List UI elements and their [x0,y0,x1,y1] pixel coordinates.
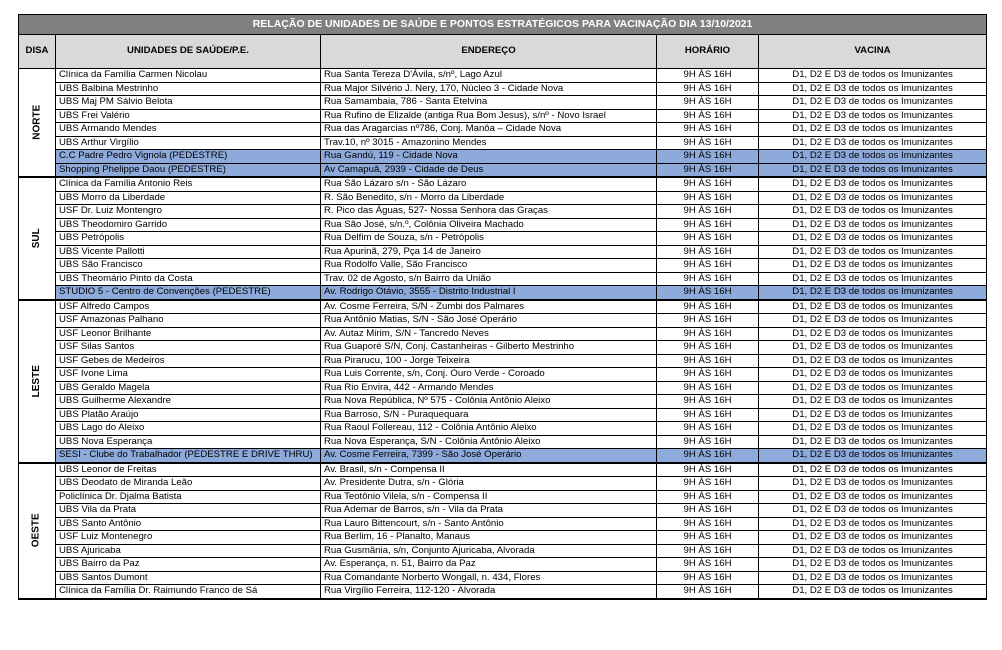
vaccine-cell: D1, D2 E D3 de todos os Imunizantes [759,585,987,599]
table-row [19,435,987,449]
hours-cell: 9H ÀS 16H [657,571,759,585]
unit-cell: UBS Petrópolis [56,232,321,246]
table-row [19,368,987,382]
table-row [19,449,987,463]
address-cell: Rua Teotônio Vilela, s/n - Compensa II [321,490,657,504]
vaccine-cell: D1, D2 E D3 de todos os Imunizantes [759,136,987,150]
hours-cell: 9H ÀS 16H [657,544,759,558]
address-cell: Trav.10, nº 3015 - Amazonino Mendes [321,136,657,150]
table-row [19,96,987,110]
hours-cell: 9H ÀS 16H [657,69,759,83]
hours-cell: 9H ÀS 16H [657,245,759,259]
address-cell: Rua Virgílio Ferreira, 112-120 - Alvorada [321,585,657,599]
address-cell: Rua Nova República, Nº 575 - Colônia Antônio Aleixo [321,395,657,409]
address-cell: Av. Cosme Ferreira, S/N - Zumbi dos Palmares [321,300,657,314]
address-cell: Rua Major Silvério J. Nery, 170, Núcleo 3 - Cidade Nova [321,82,657,96]
table-row [19,531,987,545]
unit-cell: UBS Arthur Virgílio [56,136,321,150]
unit-cell: C.C Padre Pedro Vignola (PEDESTRE) [56,150,321,164]
vaccine-cell: D1, D2 E D3 de todos os Imunizantes [759,408,987,422]
unit-cell: Clínica da Família Carmen Nicolau [56,69,321,83]
vaccine-cell: D1, D2 E D3 de todos os Imunizantes [759,368,987,382]
table-row [19,585,987,599]
hours-cell: 9H ÀS 16H [657,123,759,137]
address-cell: Rua Comandante Norberto Wongall, n. 434, Flores [321,571,657,585]
unit-cell: UBS Bairro da Paz [56,558,321,572]
vaccine-cell: D1, D2 E D3 de todos os Imunizantes [759,109,987,123]
vaccine-cell: D1, D2 E D3 de todos os Imunizantes [759,191,987,205]
vaccine-cell: D1, D2 E D3 de todos os Imunizantes [759,82,987,96]
unit-cell: UBS Balbina Mestrinho [56,82,321,96]
vaccine-cell: D1, D2 E D3 de todos os Imunizantes [759,245,987,259]
table-row [19,558,987,572]
vaccine-cell: D1, D2 E D3 de todos os Imunizantes [759,490,987,504]
vaccine-cell: D1, D2 E D3 de todos os Imunizantes [759,422,987,436]
table-row [19,395,987,409]
table-row [19,408,987,422]
address-cell: Av. Brasil, s/n - Compensa II [321,463,657,477]
address-cell: Av. Autaz Mirim, S/N - Tancredo Neves [321,327,657,341]
hours-cell: 9H ÀS 16H [657,314,759,328]
hours-cell: 9H ÀS 16H [657,585,759,599]
title-row [19,15,987,35]
address-cell: R. São Benedito, s/n - Morro da Liberdade [321,191,657,205]
header-vacina: VACINA [759,35,987,69]
vaccine-cell: D1, D2 E D3 de todos os Imunizantes [759,123,987,137]
vaccine-cell: D1, D2 E D3 de todos os Imunizantes [759,558,987,572]
vaccine-cell: D1, D2 E D3 de todos os Imunizantes [759,232,987,246]
vaccine-cell: D1, D2 E D3 de todos os Imunizantes [759,395,987,409]
disa-cell [19,69,56,178]
table-row [19,272,987,286]
hours-cell: 9H ÀS 16H [657,286,759,300]
header-unidade: UNIDADES DE SAÚDE/P.E. [56,35,321,69]
table-row [19,300,987,314]
address-cell: Rua Pirarucu, 100 - Jorge Teixeira [321,354,657,368]
disa-cell [19,300,56,463]
table-row [19,463,987,477]
hours-cell: 9H ÀS 16H [657,109,759,123]
unit-cell: UBS Santos Dumont [56,571,321,585]
hours-cell: 9H ÀS 16H [657,191,759,205]
address-cell: Av Camapuã, 2939 - Cidade de Deus [321,163,657,177]
table-body [19,69,987,599]
hours-cell: 9H ÀS 16H [657,354,759,368]
vaccination-table [18,14,987,600]
address-cell: Rua Ademar de Barros, s/n - Vila da Prata [321,504,657,518]
vaccine-cell: D1, D2 E D3 de todos os Imunizantes [759,69,987,83]
unit-cell: SESI - Clube do Trabalhador (PEDESTRE E DRIVE THRU) [56,449,321,463]
hours-cell: 9H ÀS 16H [657,381,759,395]
unit-cell: UBS Vila da Prata [56,504,321,518]
hours-cell: 9H ÀS 16H [657,368,759,382]
table-row [19,245,987,259]
address-cell: Rua São Lázaro s/n - São Lázaro [321,177,657,191]
table-row [19,314,987,328]
address-cell: Trav. 02 de Agosto, s/n Bairro da União [321,272,657,286]
table-row [19,177,987,191]
unit-cell: Clínica da Família Dr. Raimundo Franco de Sá [56,585,321,599]
unit-cell: USF Gebes de Medeiros [56,354,321,368]
table-row [19,82,987,96]
address-cell: Rua Raoul Follereau, 112 - Colônia Antônio Aleixo [321,422,657,436]
unit-cell: STUDIO 5 - Centro de Convenções (PEDESTRE) [56,286,321,300]
hours-cell: 9H ÀS 16H [657,449,759,463]
unit-cell: UBS Ajuricaba [56,544,321,558]
unit-cell: Clínica da Família Antonio Reis [56,177,321,191]
table-row [19,354,987,368]
unit-cell: UBS Vicente Pallotti [56,245,321,259]
vaccine-cell: D1, D2 E D3 de todos os Imunizantes [759,449,987,463]
table-row [19,544,987,558]
disa-label: SUL [30,228,42,249]
vaccine-cell: D1, D2 E D3 de todos os Imunizantes [759,150,987,164]
unit-cell: UBS Theodomiro Garrido [56,218,321,232]
hours-cell: 9H ÀS 16H [657,517,759,531]
unit-cell: UBS Armando Mendes [56,123,321,137]
header-horario: HORÁRIO [657,35,759,69]
address-cell: Rua Rio Envira, 442 - Armando Mendes [321,381,657,395]
unit-cell: USF Silas Santos [56,341,321,355]
vaccine-cell: D1, D2 E D3 de todos os Imunizantes [759,544,987,558]
vaccine-cell: D1, D2 E D3 de todos os Imunizantes [759,272,987,286]
unit-cell: USF Amazonas Palhano [56,314,321,328]
header-endereco: ENDEREÇO [321,35,657,69]
vaccine-cell: D1, D2 E D3 de todos os Imunizantes [759,259,987,273]
unit-cell: USF Leonor Brilhante [56,327,321,341]
table-row [19,123,987,137]
hours-cell: 9H ÀS 16H [657,177,759,191]
table-row [19,286,987,300]
address-cell: Av. Esperança, n. 51, Bairro da Paz [321,558,657,572]
table-row [19,341,987,355]
unit-cell: UBS Maj PM Sálvio Belota [56,96,321,110]
hours-cell: 9H ÀS 16H [657,205,759,219]
unit-cell: USF Dr. Luiz Montengro [56,205,321,219]
hours-cell: 9H ÀS 16H [657,163,759,177]
hours-cell: 9H ÀS 16H [657,272,759,286]
disa-cell [19,463,56,599]
address-cell: Av. Cosme Ferreira, 7399 - São José Operário [321,449,657,463]
address-cell: Rua Apurinã, 279, Pça 14 de Janeiro [321,245,657,259]
vaccine-cell: D1, D2 E D3 de todos os Imunizantes [759,300,987,314]
vaccine-cell: D1, D2 E D3 de todos os Imunizantes [759,531,987,545]
address-cell: Rua das Aragarcias nº786, Conj. Manôa – Cidade Nova [321,123,657,137]
vaccine-cell: D1, D2 E D3 de todos os Imunizantes [759,314,987,328]
hours-cell: 9H ÀS 16H [657,218,759,232]
address-cell: Rua Guaporé S/N, Conj. Castanheiras - Gilberto Mestrinho [321,341,657,355]
unit-cell: UBS Geraldo Magela [56,381,321,395]
disa-label: OESTE [30,513,42,548]
hours-cell: 9H ÀS 16H [657,82,759,96]
unit-cell: UBS Morro da Liberdade [56,191,321,205]
sheet-title: RELAÇÃO DE UNIDADES DE SAÚDE E PONTOS ESTRATÉGICOS PARA VACINAÇÃO DIA 13/10/2021 [19,15,987,35]
vaccine-cell: D1, D2 E D3 de todos os Imunizantes [759,504,987,518]
vaccine-cell: D1, D2 E D3 de todos os Imunizantes [759,435,987,449]
unit-cell: UBS Leonor de Freitas [56,463,321,477]
vaccine-cell: D1, D2 E D3 de todos os Imunizantes [759,327,987,341]
address-cell: Rua Berlim, 16 - Planalto, Manaus [321,531,657,545]
hours-cell: 9H ÀS 16H [657,150,759,164]
unit-cell: UBS Frei Valério [56,109,321,123]
vaccine-cell: D1, D2 E D3 de todos os Imunizantes [759,571,987,585]
table-row [19,504,987,518]
hours-cell: 9H ÀS 16H [657,435,759,449]
vaccine-cell: D1, D2 E D3 de todos os Imunizantes [759,341,987,355]
unit-cell: UBS Santo Antônio [56,517,321,531]
unit-cell: USF Ivone Lima [56,368,321,382]
table-row [19,109,987,123]
unit-cell: USF Luiz Montenegro [56,531,321,545]
address-cell: Rua Rufino de Elizalde (antiga Rua Bom Jesus), s/nº - Novo Israel [321,109,657,123]
address-cell: Av. Presidente Dutra, s/n - Glória [321,477,657,491]
address-cell: Rua Gandú, 119 - Cidade Nova [321,150,657,164]
address-cell: R. Pico das Águas, 527- Nossa Senhora das Graças [321,205,657,219]
vaccine-cell: D1, D2 E D3 de todos os Imunizantes [759,286,987,300]
table-row [19,69,987,83]
hours-cell: 9H ÀS 16H [657,327,759,341]
unit-cell: UBS Nova Esperança [56,435,321,449]
unit-cell: UBS Lago do Aleixo [56,422,321,436]
hours-cell: 9H ÀS 16H [657,300,759,314]
table-row [19,218,987,232]
table-row [19,517,987,531]
unit-cell: UBS Platão Araújo [56,408,321,422]
hours-cell: 9H ÀS 16H [657,341,759,355]
table-row [19,490,987,504]
address-cell: Rua Gusmânia, s/n, Conjunto Ajuricaba, Alvorada [321,544,657,558]
address-cell: Rua São José, s/n.º, Colônia Oliveira Machado [321,218,657,232]
table-row [19,571,987,585]
unit-cell: UBS Guilherme Alexandre [56,395,321,409]
header-row [19,35,987,69]
table-row [19,381,987,395]
table-row [19,150,987,164]
address-cell: Rua Delfim de Souza, s/n - Petrópolis [321,232,657,246]
disa-label: NORTE [30,105,42,140]
table-row [19,136,987,150]
unit-cell: UBS São Francisco [56,259,321,273]
hours-cell: 9H ÀS 16H [657,232,759,246]
vaccine-cell: D1, D2 E D3 de todos os Imunizantes [759,517,987,531]
table-row [19,232,987,246]
hours-cell: 9H ÀS 16H [657,96,759,110]
address-cell: Rua Santa Tereza D'Ávila, s/nº, Lago Azul [321,69,657,83]
address-cell: Rua Lauro Bittencourt, s/n - Santo Antônio [321,517,657,531]
hours-cell: 9H ÀS 16H [657,490,759,504]
unit-cell: Shopping Phelippe Daou (PEDESTRE) [56,163,321,177]
vaccine-cell: D1, D2 E D3 de todos os Imunizantes [759,354,987,368]
address-cell: Rua Luis Corrente, s/n, Conj. Ouro Verde - Coroado [321,368,657,382]
vaccine-cell: D1, D2 E D3 de todos os Imunizantes [759,163,987,177]
address-cell: Rua Antônio Matias, S/N - São José Operário [321,314,657,328]
unit-cell: Policlínica Dr. Djalma Batista [56,490,321,504]
disa-cell [19,177,56,300]
address-cell: Rua Nova Esperança, S/N - Colônia Antônio Aleixo [321,435,657,449]
address-cell: Rua Samambaia, 786 - Santa Etelvina [321,96,657,110]
hours-cell: 9H ÀS 16H [657,136,759,150]
hours-cell: 9H ÀS 16H [657,408,759,422]
hours-cell: 9H ÀS 16H [657,259,759,273]
hours-cell: 9H ÀS 16H [657,463,759,477]
header-disa: DISA [19,35,56,69]
hours-cell: 9H ÀS 16H [657,504,759,518]
table-row [19,191,987,205]
unit-cell: UBS Theomário Pinto da Costa [56,272,321,286]
unit-cell: UBS Deodato de Miranda Leão [56,477,321,491]
vaccination-sheet [18,14,986,600]
hours-cell: 9H ÀS 16H [657,558,759,572]
table-row [19,477,987,491]
vaccine-cell: D1, D2 E D3 de todos os Imunizantes [759,218,987,232]
hours-cell: 9H ÀS 16H [657,422,759,436]
vaccine-cell: D1, D2 E D3 de todos os Imunizantes [759,177,987,191]
hours-cell: 9H ÀS 16H [657,477,759,491]
address-cell: Rua Barroso, S/N - Puraquequara [321,408,657,422]
vaccine-cell: D1, D2 E D3 de todos os Imunizantes [759,463,987,477]
table-row [19,259,987,273]
table-row [19,163,987,177]
table-row [19,422,987,436]
vaccine-cell: D1, D2 E D3 de todos os Imunizantes [759,205,987,219]
vaccine-cell: D1, D2 E D3 de todos os Imunizantes [759,381,987,395]
hours-cell: 9H ÀS 16H [657,531,759,545]
hours-cell: 9H ÀS 16H [657,395,759,409]
disa-label: LESTE [30,364,42,398]
table-row [19,327,987,341]
address-cell: Av. Rodrigo Otávio, 3555 - Distrito Industrial I [321,286,657,300]
vaccine-cell: D1, D2 E D3 de todos os Imunizantes [759,477,987,491]
table-row [19,205,987,219]
unit-cell: USF Alfredo Campos [56,300,321,314]
address-cell: Rua Rodolfo Valle, São Francisco [321,259,657,273]
vaccine-cell: D1, D2 E D3 de todos os Imunizantes [759,96,987,110]
